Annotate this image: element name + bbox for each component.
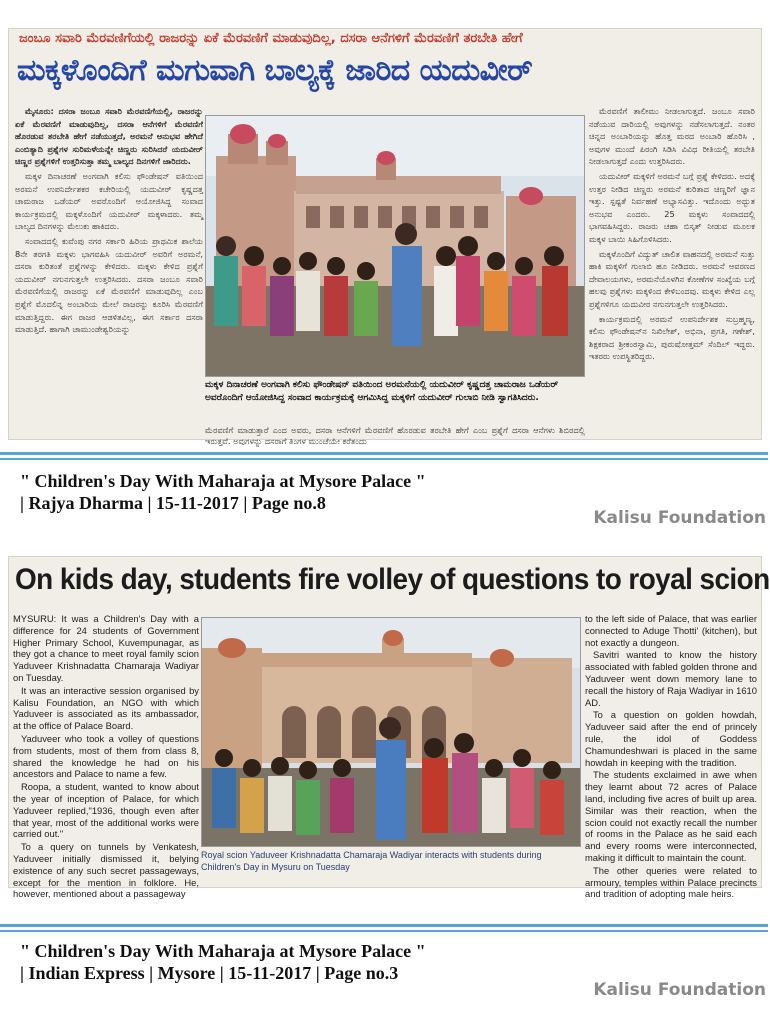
kannada-paragraph: ಯದುವೀರ್ ಮಕ್ಕಳಿಗೆ ಅರಮನೆ ಬಗ್ಗೆ ಪ್ರಶ್ನೆ ಕೇಳಿದರು. ಅದಕ್ಕೆ ಉತ್ತರ ನೀಡಿದ ಚಿಣ್ಣರು ಅರಮನೆ ಕುರಿತಾದ ಚಿಣ್ಣರಿಗೆ ಜ್ಞಾನ ಇತ್ತು. ಸ್ಪಷ್ಟತೆ ನಿರ್ವಹಣೆ ಅಭ್ಯಾಸವಿತ್ತು. ಇದೊಂದು ಅದ್ಭುತ ಅನುಭವ ಎಂದರು. 25 ಮಕ್ಕಳು ಸಂವಾದದಲ್ಲಿ ಭಾಗವಹಿಸಿದ್ದರು. ರಾಜರು ಚಹಾ ಬಿಸ್ಕತ್ ನೀಡುವ ಮೂಲಕ ಮಕ್ಕಳ ಬಾಯಿ ಸಿಹಿಗೊಳಿಸಿದರು. — [589, 170, 755, 244]
palace-students-photo-2 — [202, 618, 580, 846]
kannada-paragraph: ಮಕ್ಕಳ ದಿನಾಚರಣೆ ಅಂಗವಾಗಿ ಕಲಿಸು ಫೌಂಡೇಷನ್ ವತಿಯಿಂದ ಅರಮನೆ ಉಪನಿರ್ದೇಶಕರ ಕಚೇರಿಯಲ್ಲಿ ಯದುವೀರ್ ಕೃಷ್ಣದತ್ತ ಚಾಮರಾಜ ಒಡೆಯರ್ ಅವರೊಂದಿಗೆ ಆಯೋಜಿಸಿದ್ದ ಸಂವಾದ ಕಾರ್ಯಕ್ರಮದಲ್ಲಿ ಮಕ್ಕಳೊಂದಿಗೆ ಯದುವೀರ್ ಮಕ್ಕಳಾದರು. ತಮ್ಮ ಬಾಲ್ಯದ ದಿನಗಳನ್ನು ಮೆಲುಕು ಹಾಕಿದರು. — [15, 170, 203, 232]
english-right-column — [585, 613, 757, 900]
divider-rule — [0, 924, 768, 927]
divider-rule — [0, 452, 768, 455]
english-paragraph: To a question on golden howdah, Yaduveer said after the end of princely rule, the idol of Goddess Chamundeshwari is placed in the same howdah in keeping with the tradition. — [585, 709, 757, 768]
brand-watermark: Kalisu Foundation — [593, 980, 766, 1000]
kannada-paragraph: ಕಾರ್ಯಕ್ರಮದಲ್ಲಿ ಅರಮನೆ ಉಪನಿರ್ದೇಶಕ ಸುಬ್ರಹ್ಮಣ್ಯ, ಕಲಿಸು ಫೌಂಡೇಷನ್‌ನ ನಿಖಿಲೇಶ್, ಅಭಿನಾ, ಪ್ರಗತಿ, ಗಣೇಶ್, ಶಿಕ್ಷಕರಾದ ಶ್ರೀಕಂಠಸ್ವಾಮಿ, ಪುರುಷೋತ್ತಮ್ ಸೆಂದಿಲ್ ಇದ್ದರು. ಇತರರು ಉಪಸ್ಥಿತರಿದ್ದರು. — [589, 313, 755, 362]
english-paragraph: MYSURU: It was a Children's Day with a difference for 24 students of Government Higher Primary School, Kuvempunagar, as they got a chance to meet royal family scion Yaduveer Krishnadatta Chamaraja Wadiyar on Tuesday. — [13, 613, 199, 683]
english-photo-caption: Royal scion Yaduveer Krishnadatta Chamaraja Wadiyar interacts with students during Children's Day in Mysuru on Tuesday — [201, 850, 542, 872]
english-article-photo — [201, 617, 581, 847]
publication-details: | Rajya Dharma | 15-11-2017 | Page no.8 — [20, 493, 326, 513]
brand-watermark: Kalisu Foundation — [593, 508, 766, 528]
english-paragraph: Savitri wanted to know the history associated with fabled golden throne and Yaduveer went down memory lane to recall the history of Raja Wadiyar in 1610 AD. — [585, 649, 757, 708]
publication-title: " Children's Day With Maharaja at Mysore Palace " — [20, 471, 426, 491]
kannada-article-photo — [205, 115, 585, 377]
kannada-right-column — [589, 105, 755, 435]
kannada-photo-caption: ಮಕ್ಕಳ ದಿನಾಚರಣೆ ಅಂಗವಾಗಿ ಕಲಿಸು ಫೌಂಡೇಷನ್ ವತಿಯಿಂದ ಅರಮನೆಯಲ್ಲಿ ಯದುವೀರ್ ಕೃಷ್ಣದತ್ತ ಚಾಮರಾಜ ಒಡೆಯರ್ ಅವರೊಂದಿಗೆ ಆಯೋಜಿಸಿದ್ದ ಸಂವಾದ ಕಾರ್ಯಕ್ರಮಕ್ಕೆ ಆಗಮಿಸಿದ್ದ ಮಕ್ಕಳಿಗೆ ಯದುವೀರ್ ಗುಲಾಬಿ ನೀಡಿ ಸ್ವಾಗತಿಸಿದರು. — [205, 380, 559, 403]
english-paragraph: To a query on tunnels by Venkatesh, Yaduveer initially dismissed it, belying existence of any such secret passageways, except for the mention in folklore. He, however, mentioned about a passageway — [13, 841, 199, 900]
english-paragraph: Roopa, a student, wanted to know about the year of inception of Palace, for which Yaduveer replied,"1936, though even after that year, most of the additional works were carried out." — [13, 781, 199, 840]
english-paragraph: Yaduveer who took a volley of questions from students, most of them from class 8, shared the knowledge he had on his ancestors and Palace to name a few. — [13, 732, 199, 780]
kannada-headline: ಮಕ್ಕಳೊಂದಿಗೆ ಮಗುವಾಗಿ ಬಾಲ್ಯಕ್ಕೆ ಜಾರಿದ ಯದುವೀರ್ — [17, 53, 533, 88]
english-paragraph: to the left side of Palace, that was earlier connected to Aduge Thotti' (kitchen), but not exactly a dungeon. — [585, 613, 757, 648]
publication-details: | Indian Express | Mysore | 15-11-2017 | Page no.3 — [20, 963, 399, 983]
kannada-left-column — [15, 105, 203, 435]
kannada-news-clipping — [8, 28, 762, 446]
english-paragraph: It was an interactive session organised by Kalisu Foundation, an NGO with which Yaduveer is associated as its ambassador, at the office of Palace Board. — [13, 684, 199, 732]
english-news-clipping — [8, 556, 770, 900]
kannada-subheadline: ಜಂಬೂ ಸವಾರಿ ಮೆರವಣಿಗೆಯಲ್ಲಿ ರಾಜರನ್ನು ಏಕೆ ಮೆರವಣಿಗೆ ಮಾಡುವುದಿಲ್ಲ, ದಸರಾ ಆನೆಗಳಿಗೆ ಮೆರವಣಿಗೆ ತರಬೇತಿ ಹೇಗೆ — [19, 31, 523, 46]
kannada-paragraph: ಮೈಸೂರು: ದಸರಾ ಜಂಬೂ ಸವಾರಿ ಮೆರವಣಿಗೆಯಲ್ಲಿ, ರಾಜರನ್ನು ಏಕೆ ಮೆರವಣಿಗೆ ಮಾಡುವುದಿಲ್ಲ, ದಸರಾ ಆನೆಗಳಿಗೆ ಮೆರವಣಿಗೆ ಹೊರಡುವ ತರಬೇತಿ ಹೇಗೆ ನಡೆಯುತ್ತದೆ, ಅರಮನೆ ಆನುಭವ ಹೇಗಿದೆ ಎಂಬಿತ್ಯಾದಿ ಪ್ರಶ್ನೆಗಳ ಸುರಿಮಳೆಯನ್ನೇ ಚಿಣ್ಣರು ಸುರಿಸಿದರೆ ಯದುವೀರ್ ಚಿಣ್ಣರ ಪ್ರಶ್ನೆಗಳಿಗೆ ಉತ್ತರಿಸುತ್ತಾ ತಮ್ಮ ಬಾಲ್ಯದ ದಿನಗಳಿಗೆ ಜಾರಿದರು. — [15, 106, 203, 167]
divider-rule — [0, 930, 768, 932]
english-paragraph: The other queries were related to armoury, temples within Palace precincts and tradition of adopting male heirs. — [585, 864, 757, 900]
english-paragraph: The students exclaimed in awe when they learnt about 72 acres of Palace land, including five acres of built up area. Similar was their reaction, when the scion could not exactly recall the number of rooms in the Palace as he said each and every rooms were interconnected, making it difficult to maintain the count. — [585, 769, 757, 863]
kannada-paragraph: ಮಕ್ಕಳೊಂದಿಗೆ ವಿದ್ಯುತ್ ಚಾಲಿತ ವಾಹನದಲ್ಲಿ ಅರಮನೆ ಸುತ್ತು ಹಾಕಿ ಮಕ್ಕಳಿಗೆ ಗುಲಾಬಿ ಹೂ ನೀಡಿದರು. ಅರಮನೆ ಆವರಣದ ದೇವಾಲಯಗಳು, ಅರಮನೆಯೊಳಗಿನ ಕೋಣೆಗಳ ಸಂಖ್ಯೆಯ ಬಗ್ಗೆ ಹಲವು ಪ್ರಶ್ನೆಗಳು ಮಕ್ಕಳಿಂದ ಕೇಳಿಬಂದವು. ಮಕ್ಕಳು ಕೇಳಿದ ಎಲ್ಲ ಪ್ರಶ್ನೆಗಳಿಗೂ ಯದುವೀರ ನಗುನಗುತ್ತಲೇ ಉತ್ತರಿಸಿದರು. — [589, 248, 755, 309]
english-headline: On kids day, students fire volley of questions to royal scion — [15, 563, 770, 596]
palace-students-photo-1 — [206, 116, 584, 376]
divider-rule — [0, 458, 768, 460]
publication-title: " Children's Day With Maharaja at Mysore Palace " — [20, 941, 426, 961]
kannada-paragraph: ಮೆರವಣಿಗೆ ತಾಲೀಮು ನೀಡಲಾಗುತ್ತದೆ. ಜಂಬೂ ಸವಾರಿ ನಡೆಯುವ ದಾರಿಯಲ್ಲಿ ಅವುಗಳನ್ನು ನಡೆಸಲಾಗುತ್ತದೆ. ನಂತರ ಚಿನ್ನದ ಅಂಬಾರಿಯನ್ನು ಹೊತ್ತ ಮರದ ಅಂಬಾರಿ ಹೊರಿಸಿ , ಅವುಗಳ ಮುಂದೆ ಪಿರಂಗಿ ಸಿಡಿಸಿ ವಿವಿಧ ರೀತಿಯಲ್ಲಿ ತರಬೇತಿ ನೀಡಲಾಗುತ್ತದೆ ಎಂದು ಉತ್ತರಿಸಿದರು. — [589, 106, 755, 167]
kannada-bottom-middle-text: ಮೆರವಣಿಗೆ ಮಾಡುತ್ತಾರೆ ಎಂದ ಅವರು, ದಸರಾ ಆನೆಗಳಿಗೆ ಮೆರವಣಿಗೆ ಹೊರಡುವ ತರಬೇತಿ ಹೇಗೆ ಎಂಬ ಪ್ರಶ್ನೆಗೆ ದಸರಾ ಆನೆಗಳು ಶಿಬಿರದಲ್ಲಿ ಇರುತ್ತವೆ. ಅವುಗಳನ್ನು ದಸರಾಗೆ ತಿಂಗಳ ಮುಂಚೆಯೇ ಕರೆತಂದು — [205, 425, 585, 446]
english-left-column — [13, 613, 199, 900]
kannada-paragraph: ಸಂವಾದದಲ್ಲಿ ಕುವೆಂಪು ನಗರ ಸರ್ಕಾರಿ ಹಿರಿಯ ಪ್ರಾಥಮಿಕ ಶಾಲೆಯ 8ನೇ ತರಗತಿ ಮಕ್ಕಳು ಭಾಗವಹಿಸಿ ಯದುವೀರ್ ಅವರಿಗೆ ಅರಮನೆ, ದಸರಾ ಕುರಿತಂತೆ ಪ್ರಶ್ನೆಗಳನ್ನು ಕೇಳಿದರು. ಮಕ್ಕಳು ಕೇಳಿದ ಪ್ರಶ್ನೆಗೆ ಯದುವೀರ್ ನಗುನಗುತ್ತಲೇ ಉತ್ತರಿಸಿದರು. ದಸರಾ ಜಂಬೂ ಸವಾರಿ ಮೆರವಣಿಗೆಯಲ್ಲಿ ರಾಜರನ್ನು ಏಕೆ ಮೆರವಣಿಗೆ ಮಾಡುವುದಿಲ್ಲ ಎಂಬ ಪ್ರಶ್ನೆಗೆ ಮೊದಲಿನ್ನ ಅಂಬಾರಿಯ ಮೇಲೆ ರಾಜರನ್ನು ಕೂರಿಸಿ ಮೆರವಣಿಗೆ ಮಾಡುತ್ತಿದ್ದರು. ಈಗ ರಾಜರ ಆಡಳಿತವಿಲ್ಲ, ಈಗ ಸರ್ಕಾರ ದಸರಾ ಮಾಡುತ್ತಿದೆ. ಹಾಗಾಗಿ ಚಾಮುಂಡೇಶ್ವರಿಯನ್ನು — [15, 235, 203, 335]
